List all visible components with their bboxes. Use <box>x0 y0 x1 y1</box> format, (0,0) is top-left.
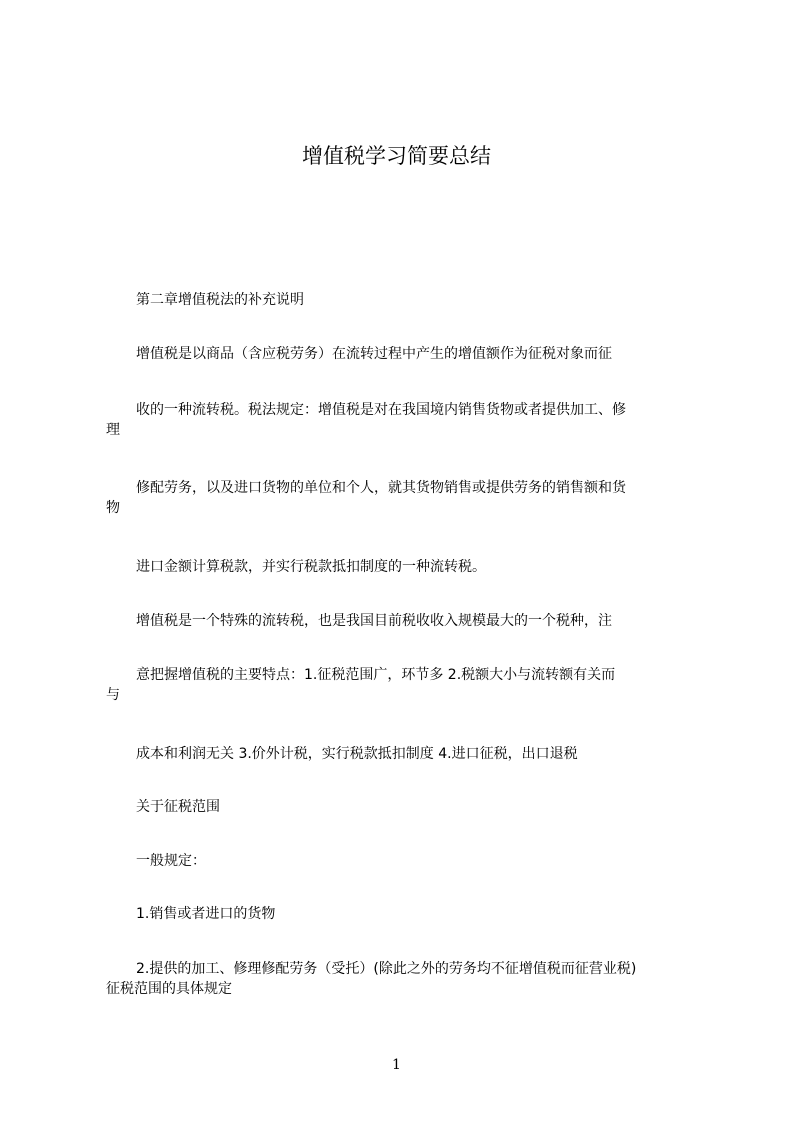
paragraph-line: 进口金额计算税款，并实行税款抵扣制度的一种流转税。 <box>136 559 486 575</box>
paragraph-continuation: 理 <box>106 422 120 438</box>
paragraph-continuation: 物 <box>106 500 120 516</box>
paragraph <box>106 959 716 999</box>
paragraph <box>106 290 716 310</box>
paragraph <box>106 851 716 871</box>
paragraph <box>106 797 716 817</box>
paragraph-line: 增值税是一个特殊的流转税，也是我国目前税收收入规模最大的一个税种，注 <box>136 613 612 629</box>
document-title: 增值税学习简要总结 <box>302 144 491 168</box>
paragraph-line: 修配劳务，以及进口货物的单位和个人，就其货物销售或提供劳务的销售额和货 <box>136 480 626 496</box>
paragraph <box>106 611 716 631</box>
paragraph <box>106 665 716 705</box>
paragraph <box>106 478 716 518</box>
paragraph-line: 成本和利润无关 3.价外计税，实行税款抵扣制度 4.进口征税，出口退税 <box>136 746 578 762</box>
paragraph <box>106 400 716 440</box>
paragraph <box>106 344 716 364</box>
paragraph-line: 2.提供的加工、修理修配劳务（受托）(除此之外的劳务均不征增值税而征营业税) <box>136 961 637 977</box>
paragraph-continuation: 与 <box>106 687 120 703</box>
paragraph-line: 第二章增值税法的补充说明 <box>136 292 304 308</box>
paragraph-line: 一般规定： <box>136 853 206 869</box>
paragraph-line: 关于征税范围 <box>136 799 220 815</box>
paragraph-line: 增值税是以商品（含应税劳务）在流转过程中产生的增值额作为征税对象而征 <box>136 346 612 362</box>
paragraph-continuation: 征税范围的具体规定 <box>106 981 232 997</box>
paragraph <box>106 557 716 577</box>
page-number: 1 <box>392 1057 401 1073</box>
paragraph <box>106 744 716 764</box>
paragraph-line: 意把握增值税的主要特点：1.征税范围广，环节多 2.税额大小与流转额有关而 <box>136 667 616 683</box>
paragraph <box>106 904 716 924</box>
paragraph-line: 收的一种流转税。税法规定：增值税是对在我国境内销售货物或者提供加工、修 <box>136 402 626 418</box>
paragraph-line: 1.销售或者进口的货物 <box>136 906 276 922</box>
